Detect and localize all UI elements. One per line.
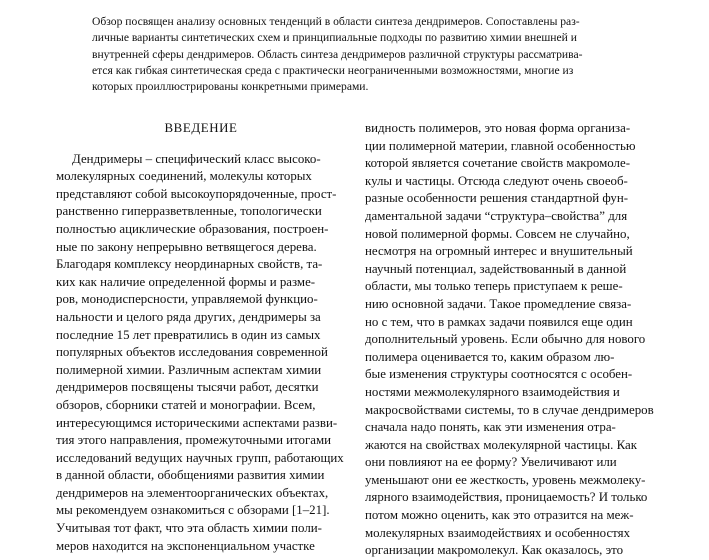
- paragraph-line: ностями межмолекулярного взаимодействия и: [365, 384, 620, 399]
- paragraph-line: Учитывая тот факт, что эта область химии поли-: [56, 521, 322, 536]
- paragraph-line: потом можно оценить, как это отразится на меж-: [365, 508, 634, 523]
- paragraph-line: полимера оценивается то, каким образом лю-: [365, 349, 615, 364]
- paragraph-line: нию основной задачи. Такое промедление связа-: [365, 296, 632, 311]
- paragraph-line: ров, монодисперсности, управляемой функцио-: [56, 292, 318, 307]
- left-text-column: [56, 120, 346, 555]
- abstract-line: ется как гибкая синтетическая среда с практически неограниченными возможностями, многие из: [92, 63, 574, 77]
- paragraph-line: Дендримеры – специфический класс высоко-: [72, 151, 321, 166]
- paragraph-line: области, мы только теперь приступаем к реше-: [365, 279, 623, 294]
- paragraph-line: ких как наличие определенной формы и разме-: [56, 274, 316, 289]
- abstract-line: личные варианты синтетических схем и принципиальные подходы по развитию химии внешней и: [92, 31, 577, 45]
- paragraph-line: исследований ведущих научных групп, работающих: [56, 450, 344, 465]
- paragraph-line: бые изменения структуры соотносятся с особен-: [365, 367, 633, 382]
- paragraph-line: новой полимерной формы. Совсем не случайно,: [365, 226, 630, 241]
- paragraph-line: нальности и целого ряда других, дендримеры за: [56, 309, 321, 324]
- abstract-line: которых проиллюстрированы конкретными примерами.: [92, 80, 369, 94]
- paragraph-line: видность полимеров, это новая форма организа-: [365, 121, 631, 135]
- paragraph-line: макросвойствами системы, то в случае дендримеров: [365, 402, 654, 417]
- paragraph-line: ранственно гиперразветвленные, топологически: [56, 204, 322, 219]
- paragraph-line: научный потенциал, задействованный в данной: [365, 261, 627, 276]
- abstract-line: внутренней сферы дендримеров. Область синтеза дендримеров различной структуры рассматрива-: [92, 47, 583, 61]
- paragraph-line: ные по закону непрерывно ветвящегося дерева.: [56, 239, 317, 254]
- paragraph-line: жаются на свойствах молекулярной частицы. Как: [365, 437, 638, 452]
- paragraph-line: молекулярных соединений, молекулы которых: [56, 169, 312, 184]
- paragraph-line: уменьшают они ее жесткость, уровень межмолеку-: [365, 472, 646, 487]
- paragraph-line: которой является сочетание свойств макромоле-: [365, 156, 630, 171]
- paragraph-line: обзоров, сборники статей и монографии. Всем,: [56, 397, 316, 412]
- paragraph-line: в данной области, обобщениями развития химии: [56, 468, 325, 483]
- paragraph-line: даментальной задачи “структура–свойства” для: [365, 208, 628, 223]
- paragraph-line: но с тем, что в рамках задачи появился еще один: [365, 314, 633, 329]
- abstract-line: Обзор посвящен анализу основных тенденций в области синтеза дендримеров. Сопоставлены раз-: [92, 15, 580, 28]
- paragraph-line: тия этого направления, промежуточными итогами: [56, 433, 332, 448]
- abstract-block: [92, 14, 634, 95]
- paragraph-line: дендримеров посвящены тысячи работ, десятки: [56, 380, 319, 395]
- paragraph-line: сначала надо понять, как эти изменения отра-: [365, 420, 616, 435]
- right-text-column: [365, 120, 655, 560]
- paragraph-line: полностью ациклические образования, построен-: [56, 221, 329, 236]
- paragraph-line: интересующимся историческими аспектами разви-: [56, 415, 338, 430]
- paragraph-line: лярного взаимодействия, проницаемость? И только: [365, 490, 648, 505]
- paragraph-line: меров находится на экспоненциальном участке: [56, 538, 315, 553]
- paragraph-line: дополнительный уровень. Если обычно для нового: [365, 332, 646, 347]
- paragraph-line: молекулярных взаимодействиях и особенностях: [365, 525, 631, 540]
- paragraph-line: они повлияют на ее форму? Увеличивают или: [365, 455, 617, 470]
- paragraph-line: полимерной химии. Различным аспектам химии: [56, 362, 322, 377]
- paragraph-line: кулы и частицы. Отсюда следуют очень своеоб-: [365, 173, 628, 188]
- paragraph-line: последние 15 лет превратились в один из самых: [56, 327, 321, 342]
- paragraph-line: несмотря на огромный интерес и внушительный: [365, 244, 633, 259]
- paragraph-line: мы рекомендуем ознакомиться с обзорами [1–21].: [56, 503, 330, 518]
- paragraph-line: организации макромолекул. Как оказалось, это: [365, 543, 624, 558]
- paragraph-line: дендримеров на элементоорганических объектах,: [56, 485, 329, 500]
- section-heading: ВВЕДЕНИЕ: [164, 121, 238, 135]
- paragraph-line: ции полимерной материи, главной особенностью: [365, 138, 636, 153]
- paragraph-line: разные особенности решения стандартной фун-: [365, 191, 629, 206]
- paragraph-line: популярных объектов исследования современной: [56, 345, 328, 360]
- paragraph-line: Благодаря комплексу неординарных свойств, та-: [56, 257, 323, 272]
- paragraph-line: представляют собой высокоупорядоченные, прост-: [56, 186, 337, 201]
